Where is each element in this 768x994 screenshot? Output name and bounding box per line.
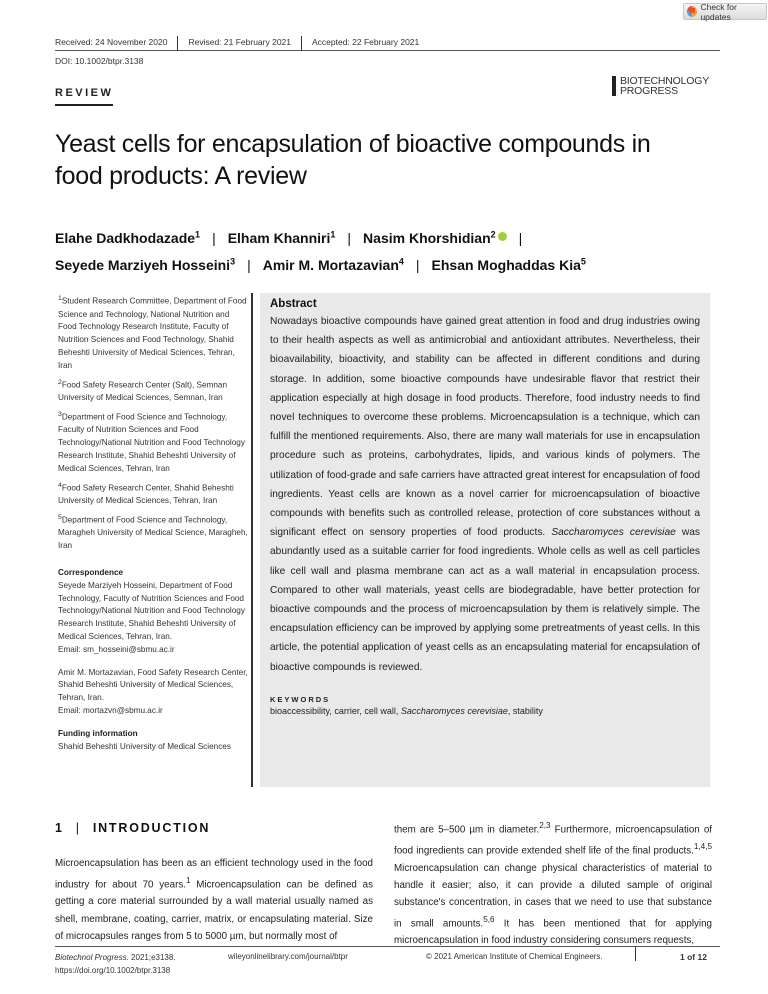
keywords-heading: KEYWORDS bbox=[270, 694, 331, 704]
author[interactable]: Seyede Marziyeh Hosseini$^3$ bbox=[55, 256, 236, 274]
journal-name-line2: PROGRESS bbox=[620, 85, 678, 97]
citation-link[interactable]: 5,6 bbox=[483, 915, 495, 924]
funding-heading: Funding information bbox=[58, 728, 138, 738]
journal-website-link[interactable]: wileyonlinelibrary.com/journal/btpr bbox=[228, 952, 348, 961]
doi[interactable]: DOI: 10.1002/btpr.3138 bbox=[55, 56, 144, 66]
section-heading-introduction: 1 | INTRODUCTION bbox=[55, 821, 211, 835]
page-footer bbox=[55, 946, 720, 975]
footer-divider bbox=[635, 947, 636, 961]
orcid-icon[interactable] bbox=[498, 232, 507, 241]
body-text-column-1: Microencapsulation has been as an efficient technology used in the food industry for about 70 years.$^1$ Microencapsulation can be defined as getting a core material surrounded by a wall material usually named as shell, membrane, coating, carrier, matrix, or encapsulating material. Size of microcapsules ranges from 5 to 5000 µm, but normally most of bbox=[55, 858, 373, 942]
author-list: Elahe Dadkhodazade$^1$ | Elham Khanniri$^1$ | Nasim Khorshidian$^2$ | Seyede Marziyeh Hosseini$^3$ | Amir M. Mortazavian$^4$ | Ehsan Moghaddas Kia$^5$ bbox=[55, 229, 586, 274]
author[interactable]: Elahe Dadkhodazade$^1$ bbox=[55, 229, 201, 246]
citation-link[interactable]: 1,4,5 bbox=[693, 842, 712, 852]
citation-link[interactable]: 2,3 bbox=[539, 821, 551, 830]
correspondence-heading: Correspondence bbox=[58, 568, 124, 578]
correspondence-email[interactable]: Email: sm_hosseini@sbmu.ac.ir bbox=[58, 644, 175, 654]
author[interactable]: Ehsan Moghaddas Kia$^5$ bbox=[431, 256, 586, 274]
page-number: 1 of 12 bbox=[680, 952, 707, 962]
received-date: Received: 24 November 2020 bbox=[55, 36, 178, 51]
copyright: © 2021 American Institute of Chemical Engineers. bbox=[426, 952, 603, 961]
check-for-updates-button[interactable] bbox=[683, 3, 767, 20]
affiliation: $^3$Department of Food Science and Technology, Faculty of Nutrition Sciences and Food Technology/National Nutrition and Food Technology Research Institute, Shahid Beheshti University of Medical Sciences, Tehran, Iran bbox=[58, 410, 245, 473]
correspondence-email[interactable]: Email: mortazvn@sbmu.ac.ir bbox=[58, 705, 163, 715]
funding-text: Shahid Beheshti University of Medical Sciences bbox=[58, 741, 231, 751]
journal-logo bbox=[612, 76, 709, 96]
logo-bar-icon bbox=[612, 76, 616, 96]
article-title: Yeast cells for encapsulation of bioactive compounds in food products: A review bbox=[55, 130, 651, 190]
author[interactable]: Amir M. Mortazavian$^4$ bbox=[262, 256, 404, 274]
affiliations-column bbox=[58, 293, 248, 753]
article-type: REVIEW bbox=[55, 87, 113, 106]
revised-date: Revised: 21 February 2021 bbox=[188, 36, 302, 51]
column-divider bbox=[251, 293, 253, 787]
accepted-date: Accepted: 22 February 2021 bbox=[312, 37, 420, 47]
affiliation: $^4$Food Safety Research Center, Shahid Beheshti University of Medical Sciences, Tehran, Iran bbox=[58, 481, 234, 506]
affiliation: $^2$Food Safety Research Center (Salt), Semnan University of Medical Sciences, Semnan, Iran bbox=[58, 378, 228, 403]
journal-name-line1: BIOTECHNOLOGY bbox=[620, 75, 709, 87]
correspondence-entry: Amir M. Mortazavian, Food Safety Research Center, Shahid Beheshti University of Medical Sciences, Tehran, Iran. bbox=[58, 667, 248, 703]
citation-info: Biotechnol Progress. 2021;e3138. https://doi.org/10.1002/btpr.3138 bbox=[55, 953, 176, 975]
citation-link[interactable]: 1 bbox=[185, 876, 191, 886]
check-updates-label: Check for updates bbox=[700, 1, 737, 22]
abstract-heading: Abstract bbox=[270, 298, 317, 310]
article-dates bbox=[55, 36, 720, 51]
affiliation: $^5$Department of Food Science and Technology, Maragheh University of Medical Science, Maragheh, Iran bbox=[58, 513, 248, 551]
abstract-text: Nowadays bioactive compounds have gained great attention in food and drug industries owing to their health aspects as well as antimicrobial and antioxidant attributes. Nevertheless, their bioavailability, bioactivity, and stability can be affected in different conditions and during storage. In addition, some bioactive compounds have undesirable flavor that restrict their application especially at high dosage in food products. Therefore, food industry needs to find novel techniques to overcome these problems. Microencapsulation is a technique, which can fulfill the mentioned requirements. Also, there are many wall materials for use in encapsulation procedure such as proteins, carbohydrates, lipids, and various kinds of polymers. The utilization of food-grade and safe carriers have attracted great interest for encapsulation of food ingredients. Yeast cells are known as a novel carrier for microencapsulation of bioactive compounds with benefits such as controlled release, protection of core substances without a significant effect on sensory properties of food products. Saccharomyces cerevisiae was abundantly used as a suitable carrier for food ingredients. Whole cells as well as cell particles like cell wall and plasma membrane can act as a wall material in encapsulation process. Compared to other wall materials, yeast cells are biodegradable, have better protection for bioactive compounds and the process of microencapsulation by them is relatively simple. The encapsulation efficiency can be improved by applying some pretreatments of yeast cells. In this article, the potential application of yeast cells as an encapsulating material for encapsulation of bioactive compounds is reviewed. bbox=[270, 316, 700, 673]
body-text-column-2: them are 5–500 µm in diameter.$^{2,3}$ Furthermore, microencapsulation of food ingredients can provide extended shelf life of the final products.$^{1,4,5}$ Microencapsulation can change physical characteristics of material to handle it easier; also, it can provide a diluted sample of original substance's concentration, in cases that we need to use that substance in small amounts.$^{5,6}$ It has been mentioned that for applying microencapsulation in food industry considering consumers requests, bbox=[394, 821, 712, 947]
author[interactable]: Elham Khanniri$^1$ bbox=[227, 229, 336, 246]
affiliation: $^1$Student Research Committee, Department of Food Science and Technology, National Nutrition and Food Technology Research Institute, Faculty of Nutrition Sciences and Food Technology, Shahid Beheshti University of Medical Sciences, Tehran, Iran bbox=[58, 295, 247, 370]
correspondence-entry: Seyede Marziyeh Hosseini, Department of Food Technology, Faculty of Nutrition Sciences and Food Technology/National Nutrition and Food Technology Research Institute, Shahid Beheshti University of Medical Sciences, Tehran, Iran. bbox=[58, 580, 245, 641]
abstract-box bbox=[260, 293, 710, 787]
author[interactable]: Nasim Khorshidian$^2$ bbox=[363, 229, 496, 246]
doi-link[interactable]: https://doi.org/10.1002/btpr.3138 bbox=[55, 965, 171, 975]
crossmark-icon bbox=[687, 6, 697, 17]
keywords-list: bioaccessibility, carrier, cell wall, Saccharomyces cerevisiae, stability bbox=[270, 705, 543, 716]
